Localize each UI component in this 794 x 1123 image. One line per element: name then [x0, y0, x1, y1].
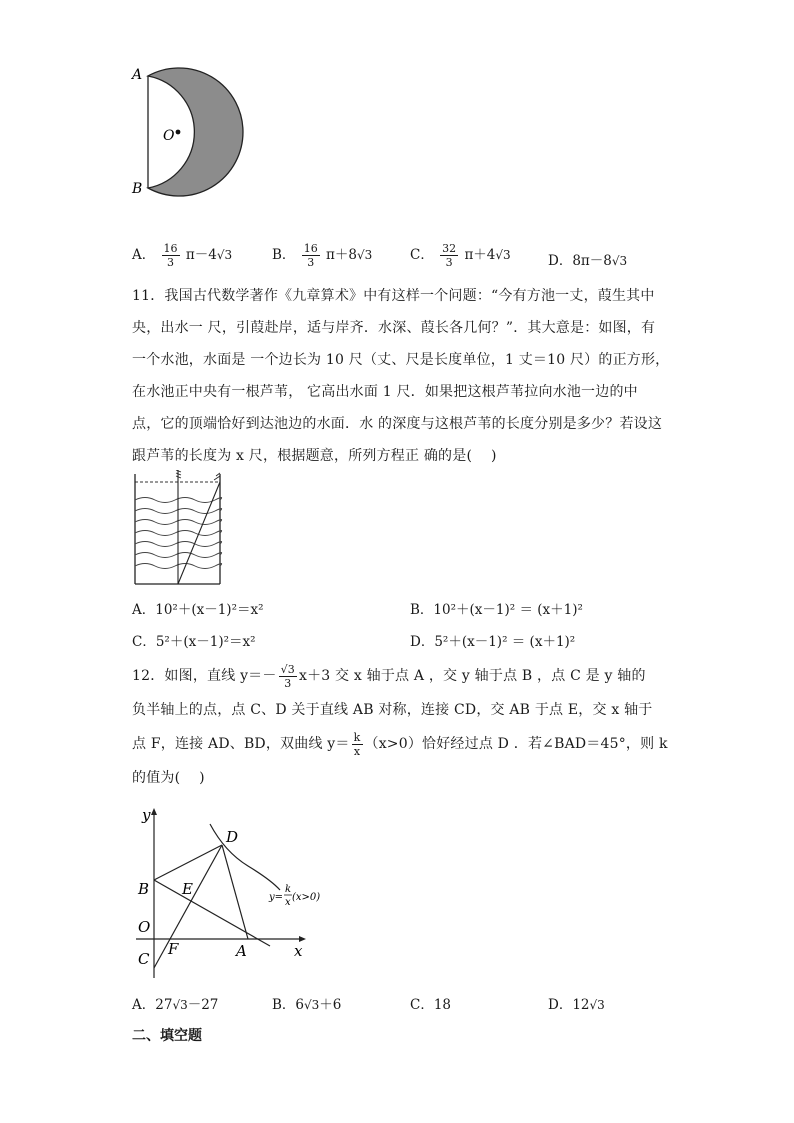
- q12-coordinate-figure: [130, 800, 320, 980]
- label-b: B: [132, 181, 143, 197]
- y-axis-arrow: [151, 808, 157, 815]
- label-o: O: [163, 128, 175, 144]
- q11-option-a: A．10²＋(x－1)²＝x²: [132, 602, 264, 618]
- label-y: y: [142, 806, 151, 824]
- q11-line-5: 点，它的顶端恰好到达池边的水面．水 的深度与这根芦苇的长度分别是多少？若设这: [132, 416, 663, 432]
- label-e: E: [182, 880, 193, 898]
- q10-option-c: C． $\frac{32}{3}$ π＋4√3: [410, 242, 511, 269]
- q10-option-d: D．8π－8√3: [548, 253, 628, 269]
- q11-option-b: B．10²＋(x－1)² ＝ (x＋1)²: [410, 602, 583, 618]
- label-d: D: [226, 828, 239, 846]
- svg-text:k: k: [285, 884, 292, 895]
- q11-line-6: 跟芦苇的长度为 x 尺，根据题意，所列方程正 确的是( ): [132, 448, 497, 464]
- q12-line-1: 12．如图，直线 y＝－ $\frac{√3}{3}$ x＋3 交 x 轴于点 A ，交 y 轴于点 B ，点 C 是 y 轴的: [132, 662, 646, 690]
- label-a: A: [132, 67, 143, 83]
- label-a: A: [236, 942, 247, 960]
- curve-label: [268, 884, 320, 908]
- hyperbola: [210, 824, 280, 890]
- label-o: O: [138, 918, 151, 936]
- q12-option-c: C．18: [410, 997, 452, 1013]
- q11-line-3: 一个水池，水面是 一个边长为 10 尺（丈、尺是长度单位，1 丈＝10 尺）的正方形，: [132, 352, 670, 368]
- q12-line-3: 点 F，连接 AD、BD，双曲线 y＝ $\frac{k}{x}$ （x>0）恰好经过点 D ．若∠BAD＝45°，则 k: [132, 730, 668, 758]
- label-f: F: [168, 940, 179, 958]
- q10-moon-figure: [128, 62, 268, 202]
- q10-option-b: B． $\frac{16}{3}$ π＋8√3: [272, 242, 373, 269]
- q12-option-a: A．27√3－27: [132, 997, 219, 1013]
- q11-pond-figure: [130, 470, 225, 588]
- q11-line-1: 11．我国古代数学著作《九章算术》中有这样一个问题：“今有方池一丈，葭生其中: [132, 288, 655, 304]
- svg-text:y=: y=: [269, 892, 284, 903]
- q12-option-b: B．6√3＋6: [272, 997, 342, 1013]
- q11-option-d: D．5²＋(x－1)² ＝ (x＋1)²: [410, 634, 576, 650]
- q12-line-2: 负半轴上的点，点 C、D 关于直线 AB 对称，连接 CD，交 AB 于点 E，交 x 轴于: [132, 702, 653, 718]
- q10-option-a: A． $\frac{16}{3}$ π－4√3: [132, 242, 233, 269]
- svg-text:x: x: [285, 897, 291, 908]
- label-b: B: [138, 880, 150, 898]
- point-o: [176, 130, 181, 135]
- label-x: x: [294, 942, 303, 960]
- q11-line-4: 在水池正中央有一根芦苇， 它高出水面 1 尺．如果把这根芦苇拉向水池一边的中: [132, 384, 638, 400]
- svg-text:(x>0): (x>0): [292, 892, 320, 903]
- q12-line-4: 的值为( ): [132, 770, 205, 786]
- q11-line-2: 央，出水一 尺，引葭赴岸，适与岸齐．水深、葭长各几何？”．其大意是：如图，有: [132, 320, 656, 336]
- q12-option-d: D．12√3: [548, 997, 605, 1013]
- q11-option-c: C．5²＋(x－1)²＝x²: [132, 634, 256, 650]
- line-ad: [222, 845, 248, 939]
- section-heading: 二、填空题: [132, 1028, 202, 1044]
- label-c: C: [138, 950, 150, 968]
- line-cd: [154, 845, 222, 968]
